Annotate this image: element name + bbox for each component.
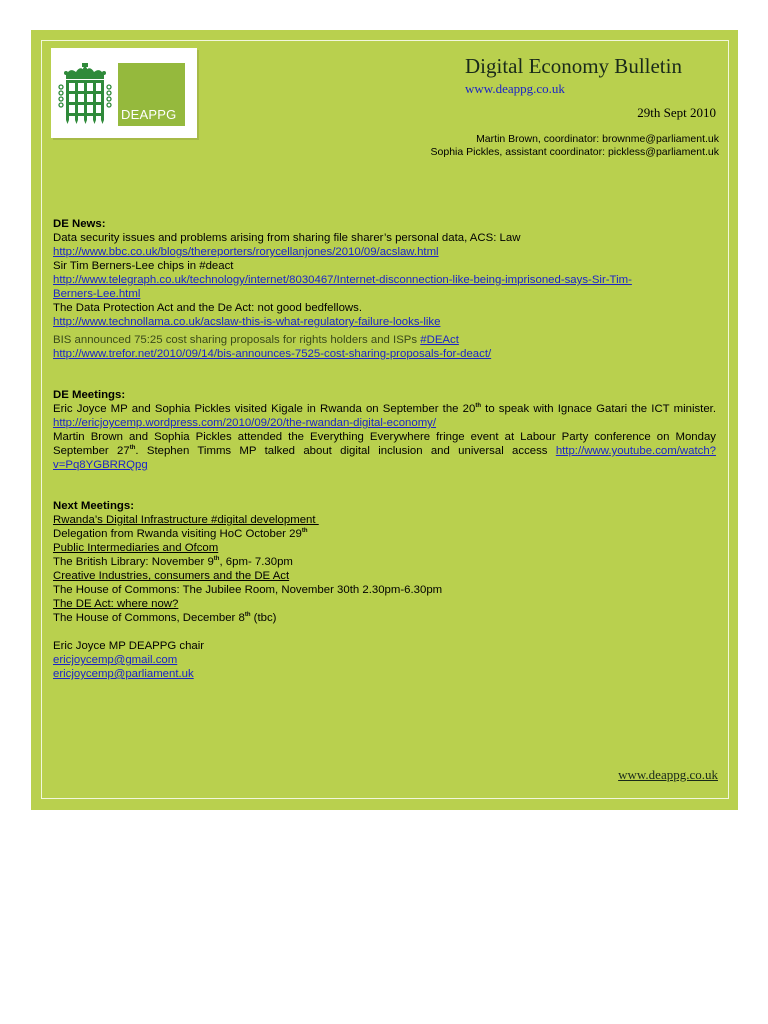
meeting-detail: The British Library: November 9th, 6pm- 7.30pm <box>53 556 293 568</box>
news-item: BIS announced 75:25 cost sharing proposals for rights holders and ISPs <box>53 334 418 346</box>
next-meetings-heading: Next Meetings: <box>53 500 135 512</box>
meeting-paragraph: Martin Brown and Sophia Pickles attended the Everything Everywhere fringe event at Labour Party conference on Monday September 27th. Stephen Timms MP talked about digital inclusion and universal access http://www.youtube.com/watch?v=Pq8YGBRRQpg <box>53 431 716 471</box>
news-link-continued[interactable]: Berners-Lee.html <box>53 288 141 300</box>
meeting-link[interactable]: http://ericjoycemp.wordpress.com/2010/09/20/the-rwandan-digital-economy/ <box>53 417 437 429</box>
news-item: Data security issues and problems arising from sharing file sharer’s personal data, ACS: Law <box>53 232 521 244</box>
meeting-title: Rwanda’s Digital Infrastructure #digital development <box>53 514 319 526</box>
chair-email-gmail[interactable]: ericjoycemp@gmail.com <box>53 654 178 666</box>
meeting-detail: The House of Commons, December 8th (tbc) <box>53 612 277 624</box>
news-item: Sir Tim Berners-Lee chips in #deact <box>53 260 234 272</box>
page-title: Digital Economy Bulletin <box>465 54 682 78</box>
meeting-detail: The House of Commons: The Jubilee Room, November 30th 2.30pm-6.30pm <box>53 584 443 596</box>
meeting-detail: Delegation from Rwanda visiting HoC October 29th <box>53 528 308 540</box>
bulletin-panel <box>31 30 738 810</box>
meeting-title: The DE Act: where now? <box>53 598 179 610</box>
site-link-top[interactable]: www.deappg.co.uk <box>465 81 565 96</box>
news-link[interactable]: http://www.bbc.co.uk/blogs/thereporters/rorycellanjones/2010/09/acslaw.html <box>53 246 439 258</box>
contact-assistant: Sophia Pickles, assistant coordinator: pickless@parliament.uk <box>430 146 719 158</box>
news-link[interactable]: http://www.telegraph.co.uk/technology/internet/8030467/Internet-disconnection-like-being-imprisoned-says-Sir-Tim- <box>53 274 632 286</box>
chair-email-parliament[interactable]: ericjoycemp@parliament.uk <box>53 668 194 680</box>
news-link[interactable]: http://www.trefor.net/2010/09/14/bis-announces-7525-cost-sharing-proposals-for-deact/ <box>53 348 492 360</box>
meeting-paragraph: Eric Joyce MP and Sophia Pickles visited Kigale in Rwanda on September the 20th to speak with Ignace Gatari the ICT minister. http://ericjoycemp.wordpress.com/2010/09/20/the-rwandan-digital-economy/ <box>53 403 716 429</box>
meeting-title: Creative Industries, consumers and the DE Act <box>53 570 290 582</box>
bulletin-date: 29th Sept 2010 <box>637 105 716 120</box>
news-item: The Data Protection Act and the De Act: not good bedfellows. <box>53 302 363 314</box>
deact-hashtag-link[interactable]: #DEAct <box>420 334 459 346</box>
site-link-bottom[interactable]: www.deappg.co.uk <box>618 767 718 782</box>
meeting-link[interactable]: http://www.youtube.com/watch?v=Pq8YGBRRQpg <box>53 445 716 471</box>
meetings-heading: DE Meetings: <box>53 389 126 401</box>
chair-name: Eric Joyce MP DEAPPG chair <box>53 640 205 652</box>
news-heading: DE News: <box>53 218 106 230</box>
news-link[interactable]: http://www.technollama.co.uk/acslaw-this-is-what-regulatory-failure-looks-like <box>53 316 441 328</box>
meeting-title: Public Intermediaries and Ofcom <box>53 542 219 554</box>
deappg-logo-mark <box>118 63 185 126</box>
portcullis-icon <box>58 63 112 126</box>
logo-text: DEAPPG <box>121 107 177 122</box>
bulletin-content <box>53 217 716 681</box>
contact-coordinator: Martin Brown, coordinator: brownme@parliament.uk <box>476 133 719 145</box>
logo <box>51 48 197 138</box>
